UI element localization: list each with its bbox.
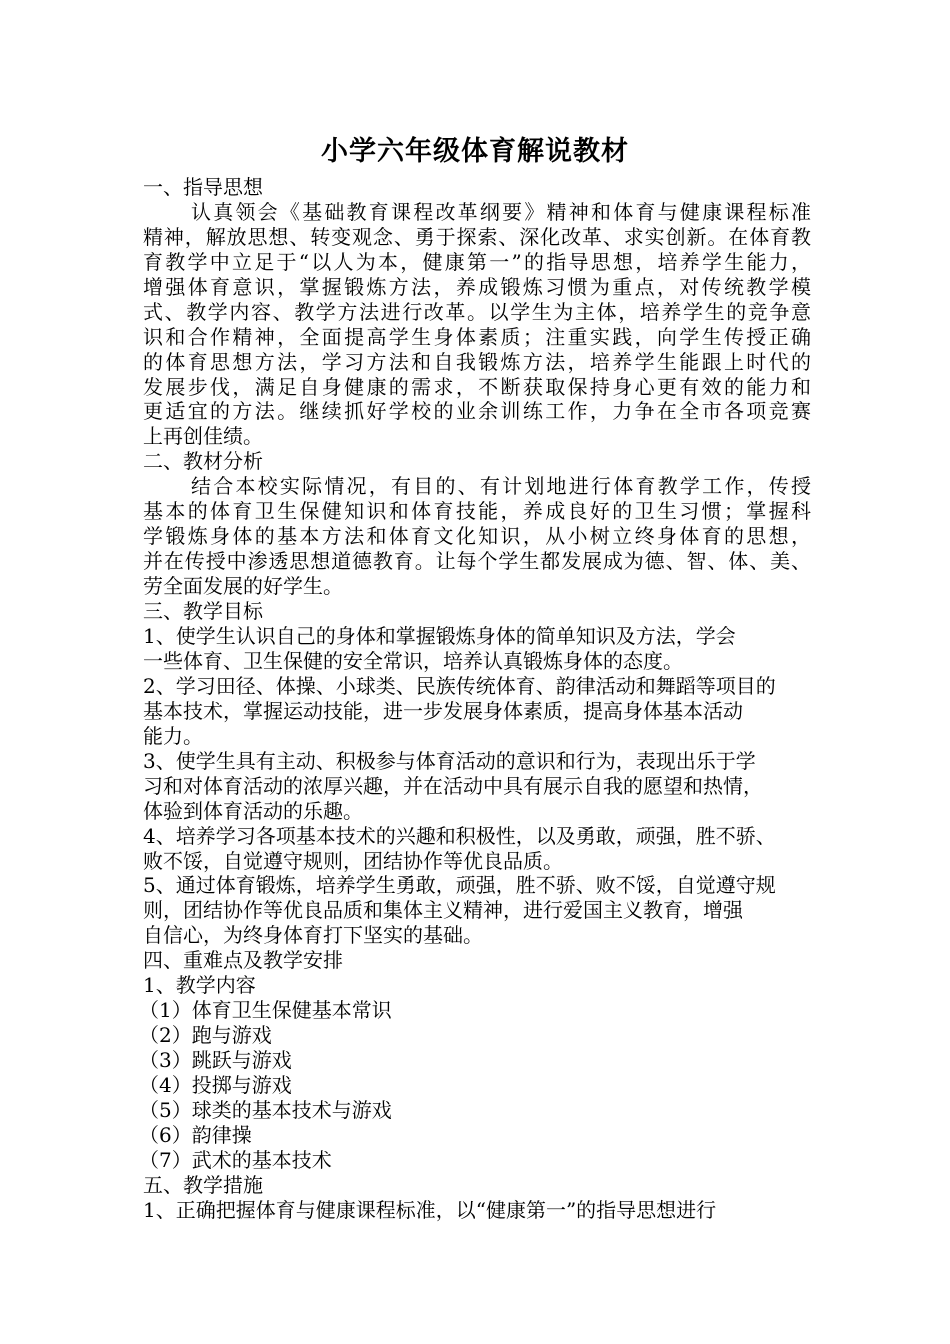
section-heading-teaching-goals: 三、教学目标 — [143, 599, 263, 623]
subheading-teaching-content: 1、教学内容 — [143, 973, 256, 998]
section-heading-key-points: 四、重难点及教学安排 — [143, 948, 343, 973]
content-item: （3）跳跃与游戏 — [139, 1048, 292, 1073]
paragraph-line: 增强体育意识，掌握锻炼方法，养成锻炼习惯为重点，对传统教学模 — [143, 274, 811, 299]
section-heading-material-analysis: 二、教材分析 — [143, 449, 263, 474]
goal-line: 则，团结协作等优良品质和集体主义精神，进行爱国主义教育，增强 — [143, 898, 743, 923]
goal-line: 一些体育、卫生保健的安全常识，培养认真锻炼身体的态度。 — [143, 648, 683, 673]
goal-line: 习和对体育活动的浓厚兴趣，并在活动中具有展示自我的愿望和热情， — [143, 773, 763, 798]
goal-line: 1、使学生认识自己的身体和掌握锻炼身体的简单知识及方法，学会 — [143, 623, 736, 648]
paragraph-line: 学锻炼身体的基本方法和体育文化知识，从小树立终身体育的思想， — [143, 524, 811, 549]
content-item: （6）韵律操 — [139, 1123, 252, 1148]
paragraph-line: 更适宜的方法。继续抓好学校的业余训练工作，力争在全市各项竞赛 — [143, 399, 811, 424]
content-item: （1）体育卫生保健基本常识 — [139, 998, 392, 1023]
paragraph-line: 识和合作精神，全面提高学生身体素质；注重实践，向学生传授正确 — [143, 324, 811, 349]
content-item: （7）武术的基本技术 — [139, 1147, 332, 1172]
paragraph-line: 劳全面发展的好学生。 — [143, 574, 343, 599]
paragraph-line: 精神，解放思想、转变观念、勇于探索、深化改革、求实创新。在体育教 — [143, 224, 811, 249]
paragraph-line: 认真领会《基础教育课程改革纲要》精神和体育与健康课程标准 — [191, 199, 811, 224]
goal-line: 能力。 — [143, 723, 203, 748]
goal-line: 3、使学生具有主动、积极参与体育活动的意识和行为，表现出乐于学 — [143, 748, 756, 773]
paragraph-line: 发展步伐，满足自身健康的需求，不断获取保持身心更有效的能力和 — [143, 374, 811, 399]
goal-line: 5、通过体育锻炼，培养学生勇敢，顽强，胜不骄、败不馁，自觉遵守规 — [143, 873, 776, 898]
content-item: （4）投掷与游戏 — [139, 1073, 292, 1098]
goal-line: 2、学习田径、体操、小球类、民族传统体育、韵律活动和舞蹈等项目的 — [143, 673, 776, 698]
section-heading-teaching-measures: 五、教学措施 — [143, 1172, 263, 1197]
goal-line: 基本技术，掌握运动技能，进一步发展身体素质，提高身体基本活动 — [143, 698, 743, 723]
content-item: （2）跑与游戏 — [139, 1023, 272, 1048]
paragraph-line: 基本的体育卫生保健知识和体育技能，养成良好的卫生习惯；掌握科 — [143, 499, 811, 524]
document-body — [139, 175, 811, 1223]
paragraph-line: 结合本校实际情况，有目的、有计划地进行体育教学工作，传授 — [191, 474, 811, 499]
content-item: （5）球类的基本技术与游戏 — [139, 1098, 392, 1123]
document-title: 小学六年级体育解说教材 — [321, 136, 629, 167]
goal-line: 4、培养学习各项基本技术的兴趣和积极性，以及勇敢，顽强，胜不骄、 — [143, 823, 776, 848]
paragraph-line: 式、教学内容、教学方法进行改革。以学生为主体，培养学生的竞争意 — [143, 299, 811, 324]
section-heading-guiding-ideology: 一、指导思想 — [143, 175, 263, 199]
paragraph-line: 上再创佳绩。 — [143, 424, 263, 449]
goal-line: 体验到体育活动的乐趣。 — [143, 798, 363, 823]
goal-line: 败不馁，自觉遵守规则，团结协作等优良品质。 — [143, 848, 563, 873]
paragraph-line: 1、正确把握体育与健康课程标准，以“健康第一”的指导思想进行 — [143, 1197, 717, 1222]
paragraph-line: 的体育思想方法，学习方法和自我锻炼方法，培养学生能跟上时代的 — [143, 349, 811, 374]
paragraph-line: 并在传授中渗透思想道德教育。让每个学生都发展成为德、智、体、美、 — [143, 549, 811, 574]
paragraph-line: 育教学中立足于“以人为本，健康第一”的指导思想，培养学生能力， — [143, 249, 811, 274]
goal-line: 自信心，为终身体育打下坚实的基础。 — [143, 923, 483, 948]
